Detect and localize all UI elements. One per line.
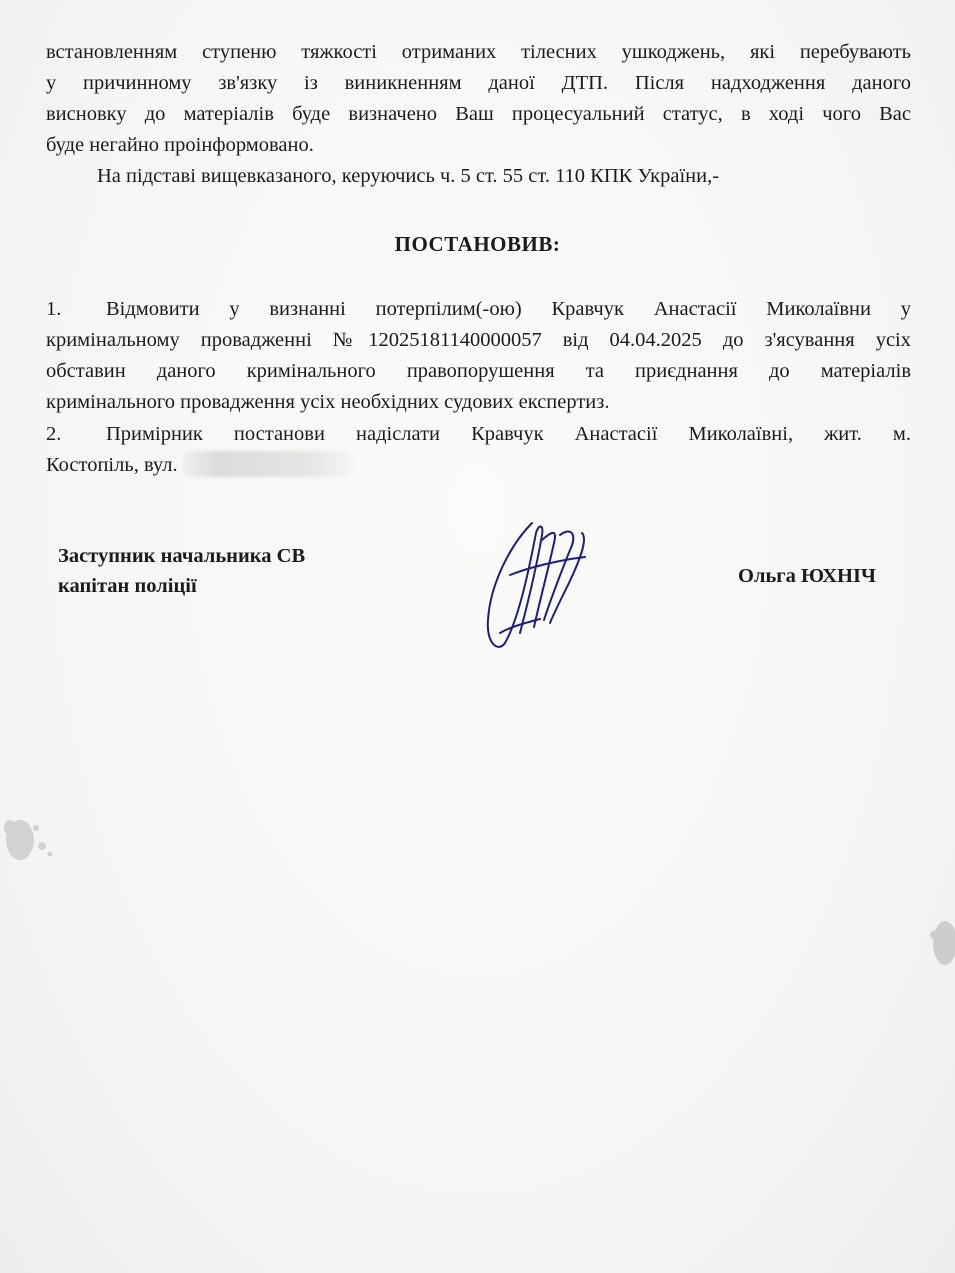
rank-line: капітан поліції [58,575,197,597]
address-prefix: Костопіль, вул. [46,454,183,476]
signatory-name: Ольга ЮХНІЧ [738,565,876,587]
item-number: 1. [46,298,62,320]
paragraph-line: висновку до матеріалів буде визначено Ваш процесуальний статус, в ході чого Вас [46,103,911,125]
handwritten-signature [470,515,600,660]
paper-stain [0,810,70,880]
redacted-address [183,451,353,477]
resolution-item-1 [46,294,911,418]
item-line: кримінальному провадженні №12025181140000057 від 04.04.2025 до з'ясування усіх [46,329,911,351]
item-line [46,450,911,481]
paper-stain [920,905,955,975]
legal-basis-paragraph: На підставі вищевказаного, керуючись ч. 5 ст. 55 ст. 110 КПК України,- [97,165,720,187]
paragraph-continuation [46,37,911,161]
item-text: Примірник постанови надіслати Кравчук Анастасії Миколаївні, жит. м. [106,423,911,445]
position-line: Заступник начальника СВ [58,545,306,567]
paragraph-line: буде негайно проінформовано. [46,134,314,156]
resolution-heading: ПОСТАНОВИВ: [394,232,561,256]
paragraph-line: встановленням ступеню тяжкості отриманих тілесних ушкоджень, які перебувають [46,41,911,63]
signatory-position [58,541,305,601]
item-text: Відмовити у визнанні потерпілим(-ою) Кравчук Анастасії Миколаївни у [106,298,911,320]
item-line [46,419,911,450]
resolution-item-2 [46,419,911,481]
item-line: кримінального провадження усіх необхідних судових експертиз. [46,391,610,413]
item-number: 2. [46,423,62,445]
paragraph-line: у причинному зв'язку із виникненням даної ДТП. Після надходження даного [46,72,911,94]
item-line [46,294,911,325]
item-line: обставин даного кримінального правопорушення та приєднання до матеріалів [46,360,911,382]
